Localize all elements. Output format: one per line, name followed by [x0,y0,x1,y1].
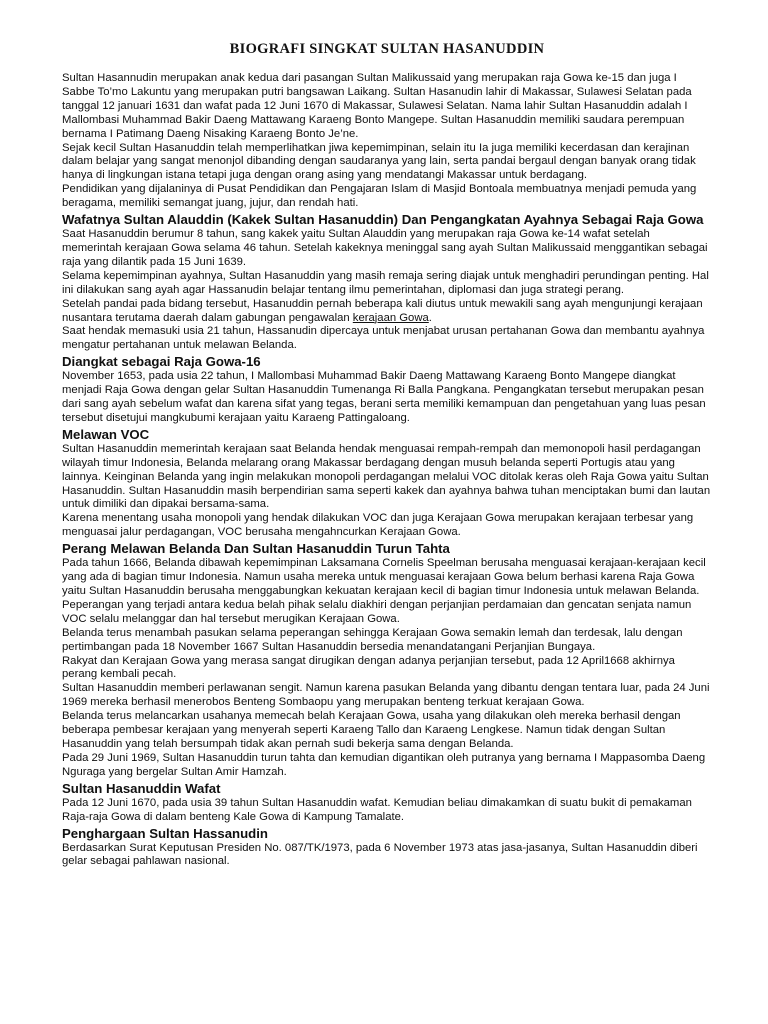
section-paragraph: Saat Hasanuddin berumur 8 tahun, sang kakek yaitu Sultan Alauddin yang merupakan raja Gowa ke-14 wafat setelah memerintah kerajaan Gowa selama 46 tahun. Setelah kakeknya meninggal sang ayah Sultan Malikussaid menggantikan sebagai raja yang dilantik pada 15 Juni 1639. [62,228,708,268]
section-paragraph: Karena menentang usaha monopoli yang hendak dilakukan VOC dan juga Kerajaan Gowa merupakan kerajaan terbesar yang menguasai jalur perdagangan, VOC berusaha mengahncurkan Kerajaan Gowa. [62,512,694,539]
section-paragraph: November 1653, pada usia 22 tahun, I Mallombasi Muhammad Bakir Daeng Mattawang Karaeng Bonto Mangepe diangkat menjadi Raja Gowa dengan gelar Sultan Hasanuddin Tumenanga Ri Balla Pangkana. Pengangkatan tersebut merupakan pesan dari sang ayah sebelum wafat dan karena sifat yang tegas, berani serta memiliki kemampuan dan pengetahuan yang luas pesan tersebut disetujui mangkubumi kerajaan yaitu Karaeng Pattingaloang. [62,370,706,424]
section-heading-war-against-dutch: Perang Melawan Belanda Dan Sultan Hasanuddin Turun Tahta [62,541,450,557]
paragraph-text: . [428,311,432,324]
section-paragraph: Sultan Hasanuddin memberi perlawanan sengit. Namun karena pasukan Belanda yang dibantu dengan tentara luar, pada 24 Juni 1969 mereka berhasil menerobos Benteng Sombaopu yang merupakan benteng terkuat kerajaan Gowa. [62,682,710,709]
section-paragraph: Pada 29 Juni 1969, Sultan Hasanuddin turun tahta dan kemudian digantikan oleh putranya yang bernama I Mappasomba Daeng Nguraga yang bergelar Sultan Amir Hamzah. [62,751,706,778]
kerajaan-gowa-link[interactable]: kerajaan Gowa [352,311,429,324]
section-heading-grandfather-death: Wafatnya Sultan Alauddin (Kakek Sultan Hasanuddin) Dan Pengangkatan Ayahnya Sebagai Raja Gowa [62,212,704,228]
document-title: BIOGRAFI SINGKAT SULTAN HASANUDDIN [229,41,545,57]
section-paragraph: Rakyat dan Kerajaan Gowa yang merasa sangat dirugikan dengan adanya perjanjian tersebut, pada 12 April1668 akhirnya perang kembali pecah. [62,654,675,681]
section-paragraph: Peperangan yang terjadi antara kedua belah pihak selalu diakhiri dengan perjanjian perdamaian dan gencatan senjata namun VOC selalu melanggar dan hal tersebut merugikan Kerajaan Gowa. [62,598,692,625]
intro-paragraph: Sejak kecil Sultan Hasanuddin telah memperlihatkan jiwa kepemimpinan, selain itu Ia juga memiliki kecerdasan dan kerajinan dalam belajar yang sangat menonjol dibanding dengan saudaranya yang lain, serta pandai bergaul dengan banyak orang tidak hanya di lingkungan istana tetapi juga dengan orang asing yang mendatangi Makassar untuk berdagang. [62,141,696,182]
section-paragraph: Belanda terus menambah pasukan selama peperangan sehingga Kerajaan Gowa semakin lemah dan terdesak, lalu dengan pertimbangan pada 18 November 1667 Sultan Hasanuddin bersedia menandatangani Perjanjian Bungaya. [62,626,683,653]
section-paragraph: Berdasarkan Surat Keputusan Presiden No. 087/TK/1973, pada 6 November 1973 atas jasa-jasanya, Sultan Hasanuddin diberi gelar sebagai pahlawan nasional. [62,841,698,868]
section-paragraph: Pada tahun 1666, Belanda dibawah kepemimpinan Laksamana Cornelis Speelman berusaha menguasai kerajaan-kerajaan kecil yang ada di bagian timur Indonesia. Namun usaha mereka untuk menguasai kerajaan Gowa belum berhasi karena Raja Gowa yaitu Sultan Hasanuddin berusaha menggabungkan kekuatan kerajaan kecil di bagian timur Indonesia untuk melawan Belanda. [62,557,706,597]
section-paragraph: Pada 12 Juni 1670, pada usia 39 tahun Sultan Hasanuddin wafat. Kemudian beliau dimakamkan di suatu bukit di pemakaman Raja-raja Gowa di dalam benteng Kale Gowa di Kampung Tamalate. [62,796,692,823]
section-paragraph: Saat hendak memasuki usia 21 tahun, Hassanudin dipercaya untuk menjabat urusan pertahanan Gowa dan membantu ayahnya mengatur pertahanan untuk melawan Belanda. [62,325,705,352]
intro-paragraph: Pendidikan yang dijalaninya di Pusat Pendidikan dan Pengajaran Islam di Masjid Bontoala membuatnya menjadi pemuda yang beragama, memiliki semangat juang, jujur, dan rendah hati. [62,183,697,210]
section-heading-award: Penghargaan Sultan Hassanudin [62,825,268,841]
document-page [62,40,712,869]
section-paragraph-with-link [62,298,712,326]
intro-paragraph: Sultan Hasannudin merupakan anak kedua dari pasangan Sultan Malikussaid yang merupakan raja Gowa ke-15 dan juga I Sabbe To’mo Lakuntu yang merupakan putri bangsawan Laikang. Sultan Hasanudin lahir di Makassar, Sulawesi Selatan pada tanggal 12 januari 1631 dan wafat pada 12 Juni 1670 di Makassar, Sulawesi Selatan. Nama lahir Sultan Hasanuddin adalah I Mallombasi Muhammad Bakir Daeng Mattawang Karaeng Bonto Mangepe. Sultan Hasanuddin memiliki saudara perempuan bernama I Patimang Daeng Nisaking Karaeng Bonto Je’ne. [62,72,692,140]
paragraph-text: Setelah pandai pada bidang tersebut, Hasanuddin pernah beberapa kali diutus untuk mewakili sang ayah mengunjungi kerajaan nusantara terutama daerah dalam gabungan pengawalan [62,297,703,324]
section-heading-appointed-king: Diangkat sebagai Raja Gowa-16 [62,354,261,370]
section-paragraph: Sultan Hasanuddin memerintah kerajaan saat Belanda hendak menguasai rempah-rempah dan memonopoli hasil perdagangan wilayah timur Indonesia, Belanda melarang orang Makassar berdagang dengan musuh belanda seperti Portugis atau yang lainnya. Keinginan Belanda yang ingin melakukan monopoli perdagangan melalui VOC ditolak keras oleh Raja Gowa yaitu Sultan Hasanuddin. Sultan Hasanuddin masih berpendirian sama seperti kakek dan ayahnya bahwa tuhan menciptakan bumi dan lautan untuk dimiliki dan dipakai bersama-sama. [62,442,711,511]
section-paragraph: Belanda terus melancarkan usahanya memecah belah Kerajaan Gowa, usaha yang dilakukan oleh mereka berhasil dengan beberapa pembesar kerajaan yang menyerah seperti Karaeng Tallo dan Karaeng Lengkese. Namun tidak dengan Sultan Hasanuddin yang telah bersumpah tidak akan pernah sudi bekerja sama dengan Belanda. [62,710,681,750]
section-heading-against-voc: Melawan VOC [62,426,150,442]
section-paragraph: Selama kepemimpinan ayahnya, Sultan Hasanuddin yang masih remaja sering diajak untuk menghadiri perundingan penting. Hal ini dilakukan sang ayah agar Hassanudin belajar tentang ilmu pemerintahan, diplomasi dan juga strategi perang. [62,269,709,296]
section-heading-death: Sultan Hasanuddin Wafat [62,780,221,796]
